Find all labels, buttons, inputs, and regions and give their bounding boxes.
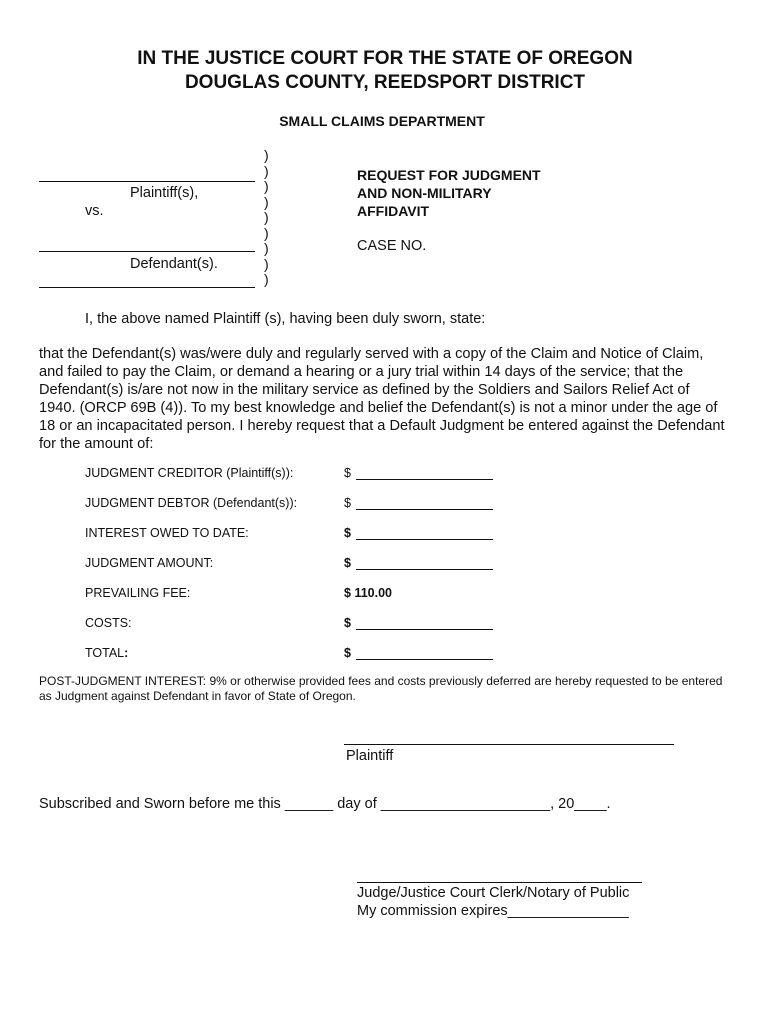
dollar-sign: $ <box>344 616 351 630</box>
defendant-label: Defendant(s). <box>130 256 218 272</box>
request-title <box>357 166 541 220</box>
defendant-name-field[interactable] <box>39 236 255 252</box>
interest-owed-field[interactable] <box>356 527 493 540</box>
paren: ) <box>264 240 269 256</box>
judgment-amount-label: JUDGMENT AMOUNT: <box>85 556 214 570</box>
official-title-label: Judge/Justice Court Clerk/Notary of Public <box>357 885 630 901</box>
total-label-text: TOTAL <box>85 646 125 660</box>
dollar-sign: $ <box>344 496 351 510</box>
paren: ) <box>264 271 269 287</box>
judgment-creditor-label: JUDGMENT CREDITOR (Plaintiff(s)): <box>85 466 294 480</box>
department-heading-text: SMALL CLAIMS DEPARTMENT <box>279 113 485 129</box>
costs-field[interactable] <box>356 617 493 630</box>
request-title-line: AND NON-MILITARY <box>357 185 492 201</box>
paren: ) <box>264 209 269 225</box>
total-label <box>85 646 128 660</box>
prevailing-fee-label: PREVAILING FEE: <box>85 586 191 600</box>
plaintiff-label: Plaintiff(s), <box>130 185 199 201</box>
dollar-sign: $ <box>344 586 351 600</box>
judgment-amount-field[interactable] <box>356 557 493 570</box>
total-label-colon: : <box>124 646 129 660</box>
request-title-line: REQUEST FOR JUDGMENT <box>357 167 541 183</box>
plaintiff-name-field[interactable] <box>39 166 255 182</box>
official-signature-line[interactable] <box>357 882 642 883</box>
paren: ) <box>264 224 269 241</box>
paren: ) <box>264 193 269 210</box>
plaintiff-signature-line[interactable] <box>344 744 674 745</box>
interest-owed-label: INTEREST OWED TO DATE: <box>85 526 249 540</box>
prevailing-fee-value <box>344 586 392 600</box>
dollar-sign: $ <box>344 646 351 660</box>
dollar-sign: $ <box>344 526 351 540</box>
judgment-creditor-field[interactable] <box>356 467 493 480</box>
judgment-debtor-label: JUDGMENT DEBTOR (Defendant(s)): <box>85 496 298 510</box>
total-field[interactable] <box>356 647 493 660</box>
case-number-label: CASE NO. <box>357 238 427 254</box>
defendant-name-field-2[interactable] <box>39 272 255 288</box>
dollar-sign: $ <box>344 466 351 480</box>
court-title-line2: DOUGLAS COUNTY, REEDSPORT DISTRICT <box>184 72 586 93</box>
court-title-line1: IN THE JUSTICE COURT FOR THE STATE OF OREGON <box>137 48 633 69</box>
commission-expires-label: My commission expires_______________ <box>357 903 629 919</box>
department-heading <box>0 113 770 129</box>
prevailing-fee-amount: 110.00 <box>354 586 392 600</box>
plaintiff-signature-label: Plaintiff <box>346 748 394 764</box>
vs-label: vs. <box>85 203 104 219</box>
costs-label: COSTS: <box>85 616 132 630</box>
affidavit-paragraph: that the Defendant(s) was/were duly and regularly served with a copy of the Claim and Notice of Claim, and failed to pay the Claim, or demand a hearing or a jury trial within 14 days of the service; that the Defendant(s) is/are not now in the military service as defined by the Soldiers and Sailors Relief Act of 1940. (ORCP 69B (4)). To my best knowledge and belief the Defendant(s) is not a minor under the age of 18 or an incapacitated person. I hereby request that a Default Judgment be entered against the Defendant for the amount of: <box>39 346 725 452</box>
request-title-line: AFFIDAVIT <box>357 203 430 219</box>
subscribed-sworn-line: Subscribed and Sworn before me this ______ day of _____________________, 20____. <box>39 796 611 812</box>
caption-parenthesis-column <box>264 148 269 288</box>
intro-statement: I, the above named Plaintiff (s), having been duly sworn, state: <box>85 311 486 327</box>
dollar-sign: $ <box>344 556 351 570</box>
paren: ) <box>264 162 269 179</box>
paren: ) <box>264 147 269 163</box>
paren: ) <box>264 178 269 194</box>
paren: ) <box>264 255 269 272</box>
judgment-debtor-field[interactable] <box>356 497 493 510</box>
post-judgment-interest-note: POST-JUDGMENT INTEREST: 9% or otherwise provided fees and costs previously deferred are hereby requested to be entered as Judgment against Defendant in favor of State of Oregon. <box>39 674 723 703</box>
